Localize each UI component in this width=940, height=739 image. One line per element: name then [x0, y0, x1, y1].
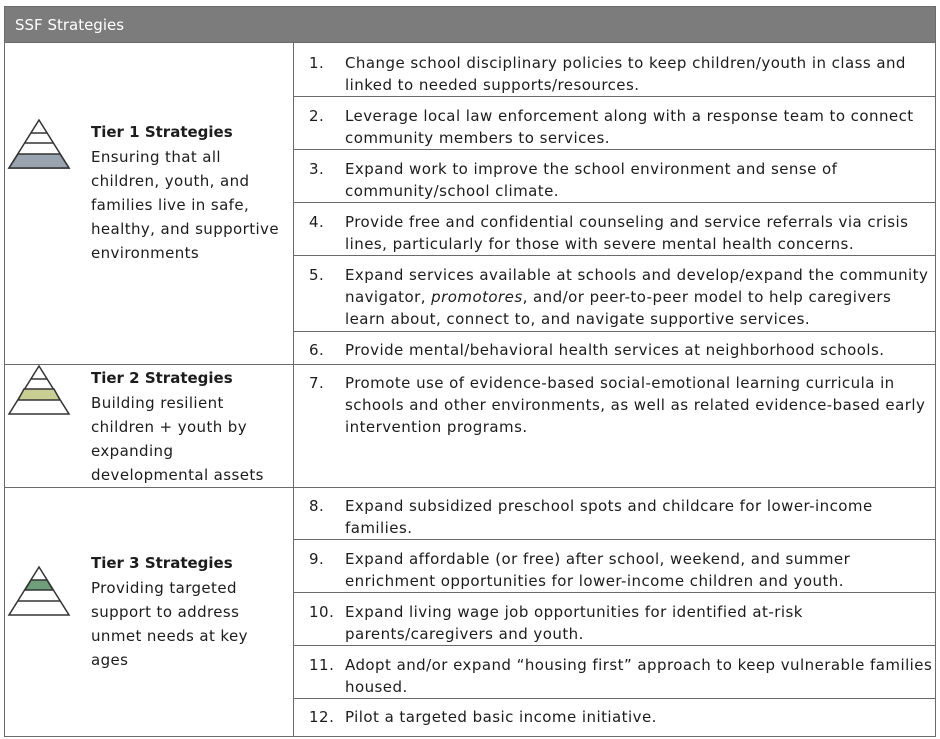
strategy-text — [345, 264, 935, 330]
row-divider — [293, 202, 936, 203]
row-divider — [293, 592, 936, 593]
tier-2-title: Tier 2 Strategies — [91, 369, 233, 387]
table-bottom-border — [4, 736, 936, 737]
table-header — [4, 6, 936, 43]
strategy-text-italic: promotores — [431, 288, 523, 306]
tier-divider — [4, 364, 936, 365]
strategy-text-part: , and/or peer-to-peer model to help caregivers learn about, connect to, and navigate supportive services. — [345, 288, 892, 328]
strategy-text: Leverage local law enforcement along with a response team to connect community members to services. — [345, 107, 914, 147]
row-divider — [293, 331, 936, 332]
row-divider — [293, 539, 936, 540]
strategy-text: Adopt and/or expand “housing first” approach to keep vulnerable families housed. — [345, 656, 933, 696]
tier-3-title: Tier 3 Strategies — [91, 554, 233, 572]
strategy-text: Expand affordable (or free) after school, weekend, and summer enrichment opportunities for lower-income children and youth. — [345, 550, 851, 590]
strategy-text: Provide free and confidential counseling and service referrals via crisis lines, particularly for those with severe mental health concerns. — [345, 213, 909, 253]
strategy-number: 2. — [309, 107, 325, 125]
table-title: SSF Strategies — [15, 16, 125, 34]
strategy-number: 12. — [309, 708, 335, 726]
strategy-text-part: Expand services available at schools and develop/expand the community navigator, — [345, 266, 929, 306]
row-divider — [293, 255, 936, 256]
tier-3-description: Providing targeted support to address unmet needs at key ages — [91, 579, 248, 669]
strategy-text: Provide mental/behavioral health services at neighborhood schools. — [345, 341, 885, 359]
row-divider — [293, 698, 936, 699]
strategy-text: Expand living wage job opportunities for identified at-risk parents/caregivers and youth. — [345, 603, 803, 643]
row-divider — [293, 149, 936, 150]
strategy-text: Expand subsidized preschool spots and childcare for lower-income families. — [345, 497, 873, 537]
strategy-number: 4. — [309, 213, 325, 231]
strategy-number: 3. — [309, 160, 325, 178]
strategy-number: 7. — [309, 374, 325, 392]
column-divider — [293, 43, 294, 737]
row-divider — [293, 645, 936, 646]
strategy-text: Pilot a targeted basic income initiative. — [345, 708, 657, 726]
tier-1-title: Tier 1 Strategies — [91, 123, 233, 141]
tier-2-description: Building resilient children + youth by expanding developmental assets — [91, 394, 264, 484]
strategy-number: 1. — [309, 54, 325, 72]
pyramid-tier-1-icon — [7, 118, 71, 170]
strategy-text: Expand work to improve the school environment and sense of community/school climate. — [345, 160, 838, 200]
strategy-number: 5. — [309, 266, 325, 284]
strategy-text: Change school disciplinary policies to keep children/youth in class and linked to needed supports/resources. — [345, 54, 906, 94]
pyramid-tier-3-icon — [7, 565, 71, 617]
tier-divider — [4, 487, 936, 488]
strategy-number: 10. — [309, 603, 335, 621]
strategy-number: 8. — [309, 497, 325, 515]
row-divider — [293, 96, 936, 97]
strategy-text: Promote use of evidence-based social-emotional learning curricula in schools and other environments, as well as related evidence-based early intervention programs. — [345, 374, 926, 436]
tier-1-description: Ensuring that all children, youth, and families live in safe, healthy, and supportive environments — [91, 148, 279, 262]
strategy-number: 9. — [309, 550, 325, 568]
strategy-number: 6. — [309, 341, 325, 359]
strategy-number: 11. — [309, 656, 335, 674]
pyramid-tier-2-icon — [7, 364, 71, 416]
